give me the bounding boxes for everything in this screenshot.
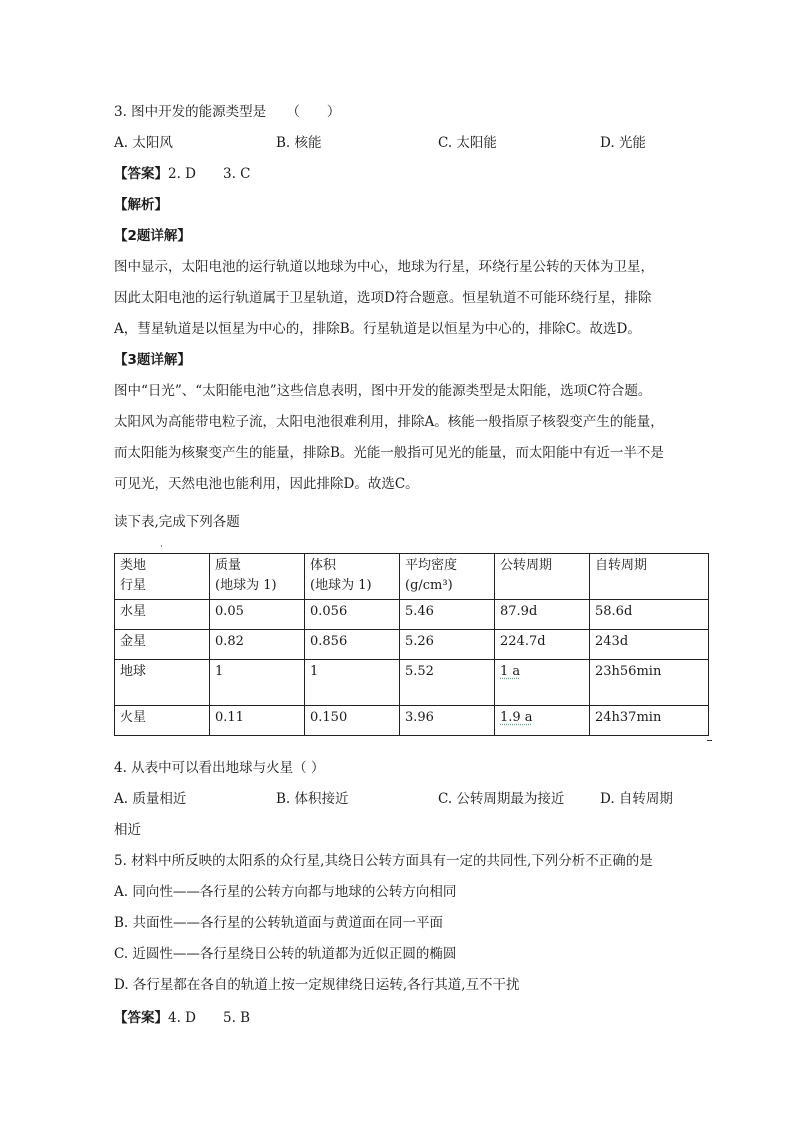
table-row [115,660,709,706]
table-cell: 0.82 [210,630,305,660]
table-cell: 3.96 [400,706,495,736]
table-cell: 0.856 [305,630,400,660]
q3-option-d: D. 光能 [600,135,646,151]
detail-2-line: 图中显示，太阳电池的运行轨道以地球为中心，地球为行星，环绕行星公转的天体为卫星， [114,259,654,275]
table-cell: 火星 [115,706,210,736]
table-cell: 0.11 [210,706,305,736]
answer-block-1 [114,164,251,184]
question-4: 4. 从表中可以看出地球与火星（ ） [114,760,325,776]
detail-2-tag: 【2题详解】 [114,228,191,244]
answer-tag: 【答案】 [114,1010,168,1026]
q3-option-a: A. 太阳风 [114,135,173,151]
table-row [115,600,709,630]
table-cell: 224.7d [495,630,590,660]
table-cell: 243d [590,630,709,660]
answer-text: 4. D 5. B [168,1010,251,1026]
table-intro: 读下表,完成下列各题 [114,514,240,530]
table-cell: 5.52 [400,660,495,706]
table-cell: 5.26 [400,630,495,660]
header-cell: 平均密度 (g/cm³) [400,554,495,600]
detail-3-line: 图中“日光”、“太阳能电池”这些信息表明，图中开发的能源类型是太阳能，选项C符合题。 [114,383,652,399]
table-cell: 0.05 [210,600,305,630]
q4-option-c: C. 公转周期最为接近 [438,791,565,807]
header-cell: 自转周期 [590,554,709,600]
detail-3-tag: 【3题详解】 [114,352,191,368]
table-header-row [115,554,709,600]
detail-3-line: 而太阳能为核聚变产生的能量，排除B。光能一般指可见光的能量，而太阳能中有近一半不是 [114,445,664,461]
table-cell: 5.46 [400,600,495,630]
table-row [115,630,709,660]
table-cell: 金星 [115,630,210,660]
q3-option-c: C. 太阳能 [438,135,497,151]
q4-option-d: D. 自转周期 [600,791,673,807]
q4-option-b: B. 体积接近 [276,791,349,807]
detail-3-line: 太阳风为高能带电粒子流，太阳电池很难利用，排除A。核能一般指原子核裂变产生的能量， [114,414,664,430]
header-cell: 质量 (地球为 1) [210,554,305,600]
answer-text: 2. D 3. C [168,166,251,182]
table-cell: 1 [210,660,305,706]
detail-3-line: 可见光，天然电池也能利用，因此排除D。故选C。 [114,476,419,492]
table-cell: 0.056 [305,600,400,630]
stray-mark: · [160,542,163,552]
q3-option-b: B. 核能 [276,135,322,151]
table-cell: 87.9d [495,600,590,630]
q5-option-c: C. 近圆性——各行星绕日公转的轨道都为近似正圆的椭圆 [114,946,457,962]
answer-tag: 【答案】 [114,166,168,182]
header-cell: 公转周期 [495,554,590,600]
table-cell: 24h37min [590,706,709,736]
detail-2-line: A，彗星轨道是以恒星为中心的，排除B。行星轨道是以恒星为中心的，排除C。故选D。 [114,321,641,337]
q4-option-a: A. 质量相近 [114,791,187,807]
table-cell: 1.9 a [495,706,590,736]
question-5: 5. 材料中所反映的太阳系的众行星,其绕日公转方面具有一定的共同性,下列分析不正确的是 [114,853,653,869]
q5-option-a: A. 同向性——各行星的公转方向都与地球的公转方向相同 [114,884,457,900]
table-cell: 58.6d [590,600,709,630]
table-cell: 1 a [495,660,590,706]
q5-option-d: D. 各行星都在各自的轨道上按一定规律绕日运转,各行其道,互不干扰 [114,977,520,993]
analysis-tag: 【解析】 [114,197,168,213]
header-cell: 类地 行星 [115,554,210,600]
table-cell: 0.150 [305,706,400,736]
table-cell: 23h56min [590,660,709,706]
question-3: 3. 图中开发的能源类型是 （ ） [114,104,341,120]
table-cell: 1 [305,660,400,706]
table-row [115,706,709,736]
detail-2-line: 因此太阳电池的运行轨道属于卫星轨道，选项D符合题意。恒星轨道不可能环绕行星，排除 [114,290,652,306]
table-cell: 水星 [115,600,210,630]
answer-block-2 [114,1008,250,1028]
planet-table [114,553,709,736]
q4-option-d-continuation: 相近 [114,822,141,838]
q5-option-b: B. 共面性——各行星的公转轨道面与黄道面在同一平面 [114,915,444,931]
table-cell: 地球 [115,660,210,706]
header-cell: 体积 (地球为 1) [305,554,400,600]
table-corner-mark [707,740,712,741]
